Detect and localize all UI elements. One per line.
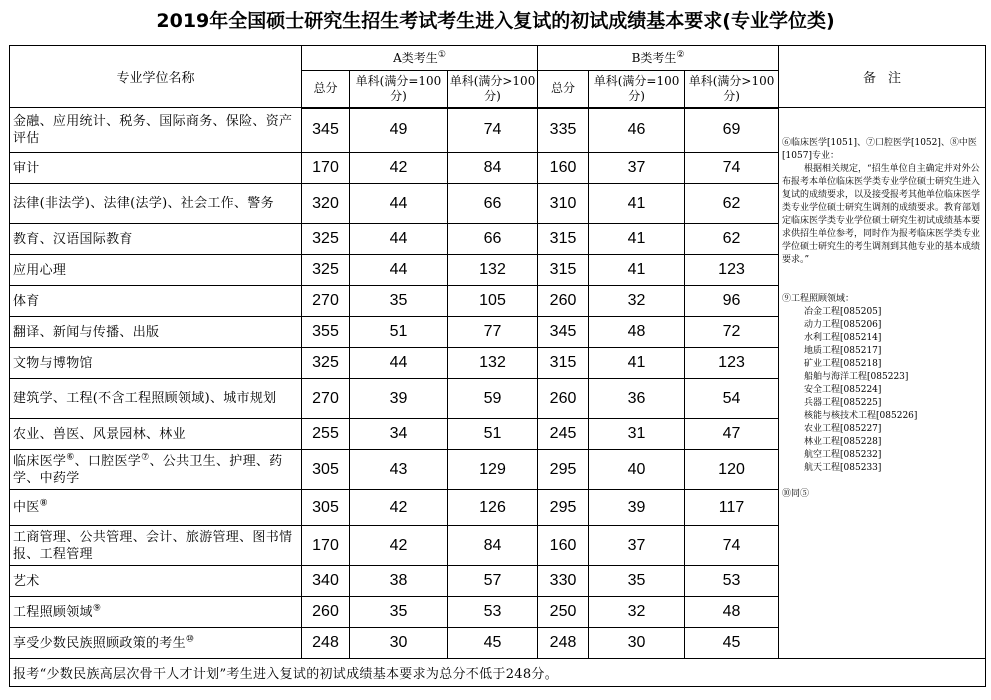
score-a-single-100: 44: [350, 184, 448, 224]
program-name: 艺术: [10, 566, 302, 597]
list-item: 安全工程[085224]: [804, 385, 882, 395]
score-b-single-100: 48: [589, 317, 685, 348]
program-name: 翻译、新闻与传播、出版: [10, 317, 302, 348]
list-item: 林业工程[085228]: [804, 437, 882, 447]
header-name-column: 专业学位名称: [10, 46, 302, 108]
score-a-single-over100: 84: [448, 526, 538, 566]
score-b-single-100: 37: [589, 526, 685, 566]
score-b-single-100: 41: [589, 224, 685, 255]
program-name: 工程照顾领域⑨: [10, 597, 302, 628]
program-name: 享受少数民族照顾政策的考生⑩: [10, 628, 302, 659]
program-name: 审计: [10, 153, 302, 184]
score-b-total: 245: [538, 419, 589, 450]
note-minority: ⑩同⑤: [782, 489, 810, 499]
score-b-single-over100: 74: [685, 153, 779, 184]
program-name: 法律(非法学)、法律(法学)、社会工作、警务: [10, 184, 302, 224]
score-b-total: 260: [538, 379, 589, 419]
program-name: 临床医学⑥、口腔医学⑦、公共卫生、护理、药学、中药学: [10, 450, 302, 490]
score-b-total: 250: [538, 597, 589, 628]
score-a-single-over100: 132: [448, 255, 538, 286]
header-b-single-100: 单科(满分=100分): [589, 71, 685, 108]
page-title: 2019年全国硕士研究生招生考试考生进入复试的初试成绩基本要求(专业学位类): [156, 10, 835, 32]
program-name: 农业、兽医、风景园林、林业: [10, 419, 302, 450]
score-b-total: 315: [538, 255, 589, 286]
score-b-single-100: 36: [589, 379, 685, 419]
list-item: 核能与核技术工程[085226]: [804, 411, 918, 421]
score-a-total: 270: [302, 286, 350, 317]
score-b-total: 248: [538, 628, 589, 659]
score-b-single-100: 41: [589, 184, 685, 224]
score-a-single-100: 49: [350, 108, 448, 153]
score-a-single-over100: 51: [448, 419, 538, 450]
notes-cell: [779, 108, 986, 659]
note-medical-body: 根据相关规定，“招生单位自主确定并对外公布报考本单位临床医学类专业学位硕士研究生进入复试的成绩要求，以及接受报考其他单位临床医学类专业学位硕士研究生调剂的成绩要求。教育部划定临床医学类专业学位硕士研究生初试成绩基本要求供招生单位参考，同时作为报考临床医学类专业学位硕士研究生的考生调剂到其他专业的基本成绩要求。”: [782, 164, 981, 265]
score-b-single-100: 46: [589, 108, 685, 153]
list-item: 航天工程[085233]: [804, 463, 882, 473]
score-a-total: 320: [302, 184, 350, 224]
score-b-total: 315: [538, 348, 589, 379]
score-a-single-100: 34: [350, 419, 448, 450]
score-b-single-100: 37: [589, 153, 685, 184]
engineering-list: [782, 306, 983, 475]
score-a-single-over100: 74: [448, 108, 538, 153]
score-b-total: 160: [538, 153, 589, 184]
score-b-single-over100: 62: [685, 184, 779, 224]
score-a-single-over100: 126: [448, 490, 538, 526]
list-item: 矿业工程[085218]: [804, 359, 882, 369]
score-b-total: 260: [538, 286, 589, 317]
score-b-total: 330: [538, 566, 589, 597]
program-name: 文物与博物馆: [10, 348, 302, 379]
score-a-total: 325: [302, 255, 350, 286]
score-a-total: 345: [302, 108, 350, 153]
program-name: 建筑学、工程(不含工程照顾领域)、城市规划: [10, 379, 302, 419]
score-a-single-over100: 84: [448, 153, 538, 184]
list-item: 兵器工程[085225]: [804, 398, 882, 408]
score-b-single-100: 41: [589, 255, 685, 286]
score-b-single-100: 30: [589, 628, 685, 659]
score-a-single-100: 42: [350, 153, 448, 184]
score-b-total: 335: [538, 108, 589, 153]
note-medical-head: ⑥临床医学[1051]、⑦口腔医学[1052]、⑧中医[1057]专业：: [782, 138, 977, 161]
program-name: 体育: [10, 286, 302, 317]
score-b-single-100: 40: [589, 450, 685, 490]
list-item: 水利工程[085214]: [804, 333, 882, 343]
score-a-total: 248: [302, 628, 350, 659]
header-a-single-over100: 单科(满分>100分): [448, 71, 538, 108]
list-item: 动力工程[085206]: [804, 320, 882, 330]
program-name: 应用心理: [10, 255, 302, 286]
score-a-single-100: 43: [350, 450, 448, 490]
score-a-single-over100: 53: [448, 597, 538, 628]
score-b-single-over100: 123: [685, 255, 779, 286]
list-item: 航空工程[085232]: [804, 450, 882, 460]
score-a-total: 325: [302, 224, 350, 255]
score-b-total: 160: [538, 526, 589, 566]
footer-note: 报考“少数民族高层次骨干人才计划”考生进入复试的初试成绩基本要求为总分不低于248分。: [10, 659, 986, 687]
header-a-single-100: 单科(满分=100分): [350, 71, 448, 108]
table-row: [10, 108, 986, 153]
header-notes: 备注: [779, 46, 986, 108]
score-b-total: 345: [538, 317, 589, 348]
score-a-single-over100: 45: [448, 628, 538, 659]
program-name: 教育、汉语国际教育: [10, 224, 302, 255]
score-a-single-100: 44: [350, 348, 448, 379]
score-a-total: 305: [302, 490, 350, 526]
score-a-total: 340: [302, 566, 350, 597]
score-b-single-over100: 45: [685, 628, 779, 659]
score-b-single-over100: 53: [685, 566, 779, 597]
score-b-total: 295: [538, 450, 589, 490]
score-b-single-over100: 48: [685, 597, 779, 628]
score-b-single-over100: 123: [685, 348, 779, 379]
score-b-single-over100: 120: [685, 450, 779, 490]
score-a-single-over100: 59: [448, 379, 538, 419]
score-a-single-100: 35: [350, 597, 448, 628]
list-item: 船舶与海洋工程[085223]: [804, 372, 909, 382]
score-b-single-100: 32: [589, 286, 685, 317]
score-a-total: 325: [302, 348, 350, 379]
score-table: [9, 45, 986, 687]
note-engineering-head: ⑨工程照顾领域：: [782, 294, 855, 304]
score-a-single-over100: 132: [448, 348, 538, 379]
score-a-total: 260: [302, 597, 350, 628]
score-a-total: 255: [302, 419, 350, 450]
score-a-single-over100: 105: [448, 286, 538, 317]
score-a-single-over100: 129: [448, 450, 538, 490]
score-b-single-100: 32: [589, 597, 685, 628]
score-a-single-100: 44: [350, 224, 448, 255]
score-b-single-100: 41: [589, 348, 685, 379]
score-a-single-100: 30: [350, 628, 448, 659]
score-a-total: 355: [302, 317, 350, 348]
score-a-single-over100: 57: [448, 566, 538, 597]
program-name: 中医⑧: [10, 490, 302, 526]
list-item: 冶金工程[085205]: [804, 307, 882, 317]
list-item: 地质工程[085217]: [804, 346, 882, 356]
score-b-total: 315: [538, 224, 589, 255]
score-b-total: 310: [538, 184, 589, 224]
header-b-single-over100: 单科(满分>100分): [685, 71, 779, 108]
score-b-single-over100: 74: [685, 526, 779, 566]
score-a-single-over100: 66: [448, 184, 538, 224]
score-b-single-100: 35: [589, 566, 685, 597]
score-b-single-over100: 62: [685, 224, 779, 255]
score-b-single-over100: 69: [685, 108, 779, 153]
score-a-single-over100: 66: [448, 224, 538, 255]
score-b-single-over100: 72: [685, 317, 779, 348]
program-name: 工商管理、公共管理、会计、旅游管理、图书情报、工程管理: [10, 526, 302, 566]
score-a-single-100: 44: [350, 255, 448, 286]
score-a-total: 305: [302, 450, 350, 490]
score-b-single-over100: 54: [685, 379, 779, 419]
score-a-total: 170: [302, 153, 350, 184]
score-b-single-100: 39: [589, 490, 685, 526]
list-item: 农业工程[085227]: [804, 424, 882, 434]
score-b-single-100: 31: [589, 419, 685, 450]
score-b-single-over100: 117: [685, 490, 779, 526]
score-a-single-100: 51: [350, 317, 448, 348]
score-a-single-100: 42: [350, 490, 448, 526]
score-a-single-100: 42: [350, 526, 448, 566]
score-a-single-over100: 77: [448, 317, 538, 348]
header-a-total: 总分: [302, 71, 350, 108]
score-b-single-over100: 96: [685, 286, 779, 317]
footer-row: [10, 659, 986, 687]
header-b-total: 总分: [538, 71, 589, 108]
score-a-single-100: 39: [350, 379, 448, 419]
score-b-single-over100: 47: [685, 419, 779, 450]
score-a-total: 270: [302, 379, 350, 419]
score-a-single-100: 38: [350, 566, 448, 597]
score-a-total: 170: [302, 526, 350, 566]
header-group-b: B类考生②: [538, 46, 779, 71]
header-group-a: A类考生①: [302, 46, 538, 71]
score-a-single-100: 35: [350, 286, 448, 317]
program-name: 金融、应用统计、税务、国际商务、保险、资产评估: [10, 108, 302, 153]
score-b-total: 295: [538, 490, 589, 526]
